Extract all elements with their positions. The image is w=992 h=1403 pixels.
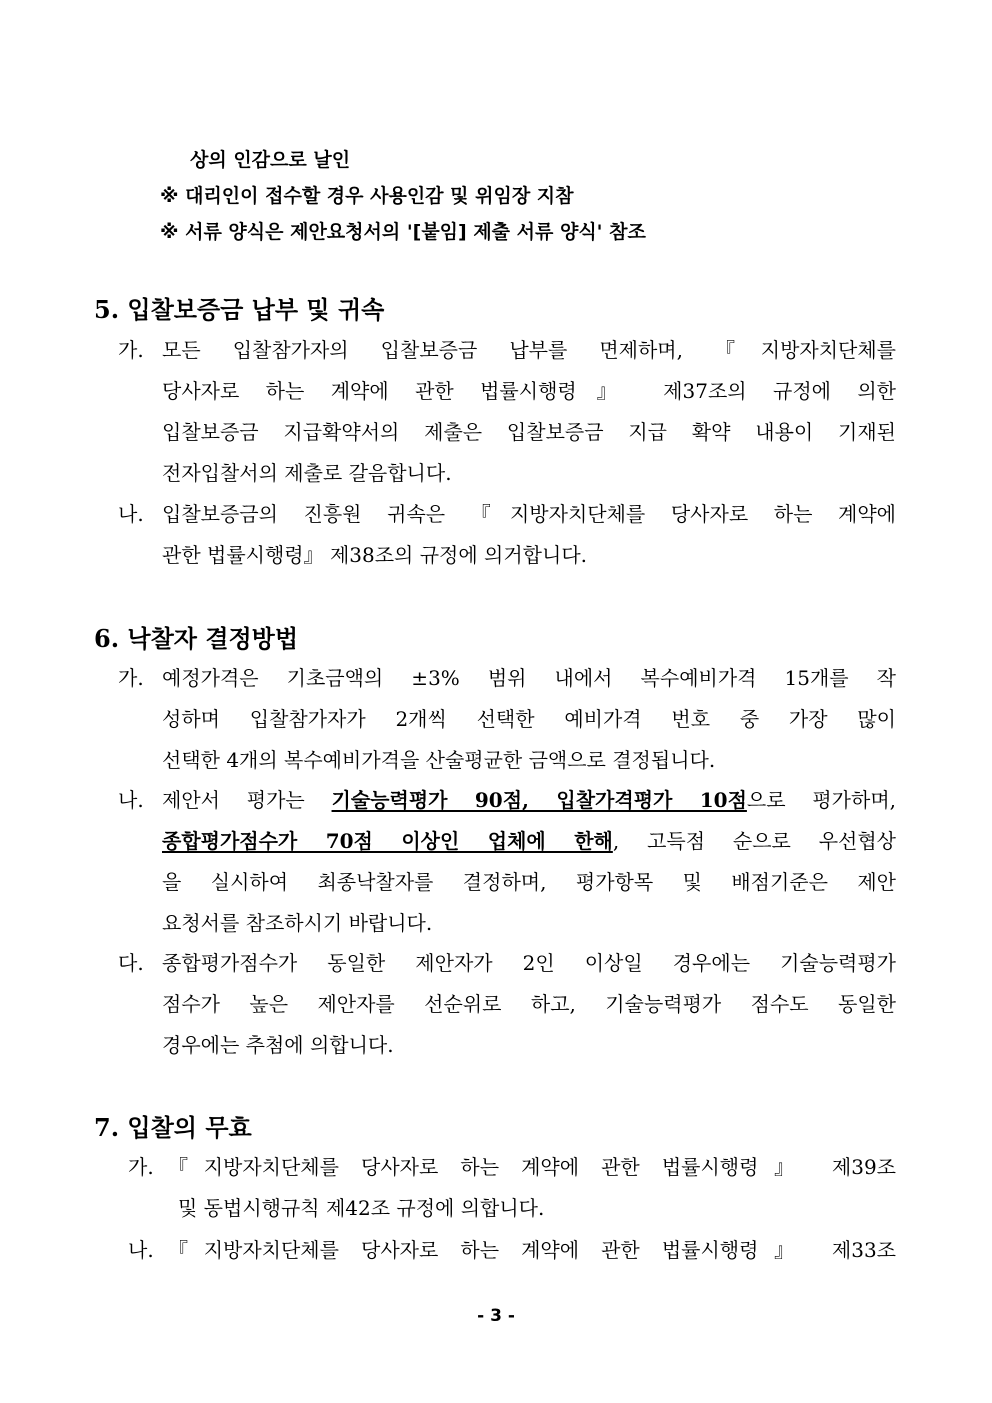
text-line <box>162 821 896 862</box>
text-line: 요청서를 참조하시기 바랍니다. <box>162 911 433 935</box>
text-line: 점수가 높은 제안자를 선순위로 하고, 기술능력평가 점수도 동일한 <box>162 992 896 1016</box>
minimum-score-highlight: 종합평가점수가 70점 이상인 업체에 한해 <box>162 829 613 853</box>
text-line: 선택한 4개의 복수예비가격을 산술평균한 금액으로 결정됩니다. <box>162 748 716 772</box>
note-agent: ※ 대리인이 접수할 경우 사용인감 및 위임장 지참 <box>160 185 574 207</box>
text-line: 『지방자치단체를 당사자로 하는 계약에 관한 법률시행령』 제39조 <box>168 1155 896 1179</box>
text-line: 『지방자치단체를 당사자로 하는 계약에 관한 법률시행령』 제33조 <box>168 1238 896 1262</box>
item-marker: 나. <box>118 788 144 812</box>
section-5-item-a <box>118 330 896 494</box>
text-line: 성하며 입찰참가자가 2개씩 선택한 예비가격 번호 중 가장 많이 <box>162 707 896 731</box>
text-line: 모든 입찰참가자의 입찰보증금 납부를 면제하며, 『지방자치단체를 <box>162 338 896 362</box>
evaluation-ratio-highlight: 기술능력평가 90점, 입찰가격평가 10점 <box>331 788 747 812</box>
item-marker: 가. <box>118 338 144 362</box>
section-6-item-c <box>118 943 896 1066</box>
section-5-item-b <box>118 494 896 576</box>
section-6-item-b <box>118 780 896 944</box>
text-line: 종합평가점수가 동일한 제안자가 2인 이상일 경우에는 기술능력평가 <box>162 951 896 975</box>
text-line: 을 실시하여 최종낙찰자를 결정하며, 평가항목 및 배점기준은 제안 <box>162 870 896 894</box>
note-forms: ※ 서류 양식은 제안요청서의 '[붙임] 제출 서류 양식' 참조 <box>160 221 646 243</box>
item-marker: 나. <box>118 502 144 526</box>
note-seal: 상의 인감으로 날인 <box>190 149 351 171</box>
text-line: 경우에는 추첨에 의합니다. <box>162 1033 394 1057</box>
text-line: 관한 법률시행령』 제38조의 규정에 의거합니다. <box>162 543 587 567</box>
text-line: 예정가격은 기초금액의 ±3% 범위 내에서 복수예비가격 15개를 작 <box>162 666 896 690</box>
section-7-item-a <box>128 1147 896 1229</box>
item-marker: 가. <box>128 1155 154 1179</box>
section-6-title: 6. 낙찰자 결정방법 <box>94 624 299 653</box>
text-run: , 고득점 순으로 우선협상 <box>612 829 896 853</box>
section-5-title: 5. 입찰보증금 납부 및 귀속 <box>94 295 385 324</box>
text-line: 입찰보증금의 진흥원 귀속은 『지방자치단체를 당사자로 하는 계약에 <box>162 502 896 526</box>
text-run: 으로 평가하며, <box>746 788 896 812</box>
section-7-item-b <box>128 1230 896 1271</box>
item-marker: 다. <box>118 951 144 975</box>
text-run: 제안서 평가는 <box>162 788 332 812</box>
text-line <box>162 780 896 821</box>
page-number: - 3 - <box>477 1306 515 1326</box>
item-marker: 가. <box>118 666 144 690</box>
section-6-item-a <box>118 658 896 781</box>
text-line: 및 동법시행규칙 제42조 규정에 의합니다. <box>178 1196 545 1220</box>
section-7-title: 7. 입찰의 무효 <box>94 1113 252 1142</box>
text-line: 입찰보증금 지급확약서의 제출은 입찰보증금 지급 확약 내용이 기재된 <box>162 420 896 444</box>
item-marker: 나. <box>128 1238 154 1262</box>
text-line: 전자입찰서의 제출로 갈음합니다. <box>162 461 452 485</box>
text-line: 당사자로 하는 계약에 관한 법률시행령』 제37조의 규정에 의한 <box>162 379 896 403</box>
submission-notes <box>160 142 646 250</box>
